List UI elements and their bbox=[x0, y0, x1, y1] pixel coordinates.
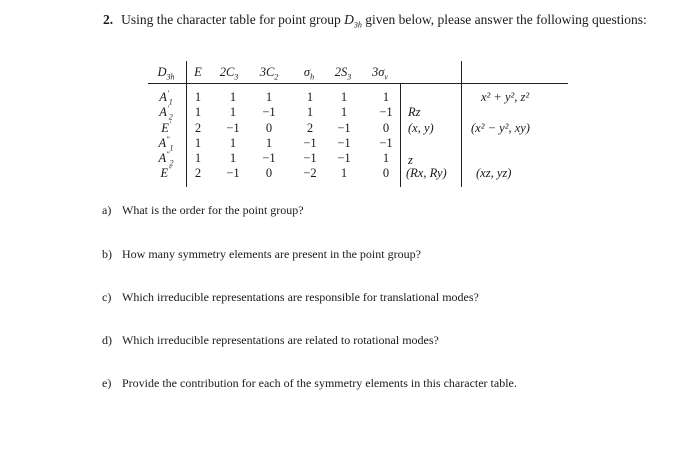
linear-cell: (x, y) bbox=[408, 121, 434, 135]
table-hline-header bbox=[148, 83, 568, 84]
char-cell: 2 bbox=[194, 166, 202, 180]
header-3c2: $3C_2$ bbox=[259, 65, 279, 82]
char-cell: 1 bbox=[382, 90, 390, 104]
linear-cell: (Rx, Ry) bbox=[406, 166, 447, 180]
char-cell: 0 bbox=[382, 166, 390, 180]
quadratic-cell: (xz, yz) bbox=[476, 166, 512, 180]
char-cell: −1 bbox=[262, 151, 276, 165]
question-e bbox=[102, 376, 517, 391]
irrep-label: $A'_2$ bbox=[159, 103, 173, 122]
question-label: d) bbox=[102, 333, 112, 347]
header-3sigma-v: $3\sigma_v$ bbox=[372, 65, 388, 82]
char-cell: 2 bbox=[306, 121, 314, 135]
question-heading bbox=[103, 12, 647, 28]
table-vline-linear bbox=[400, 83, 401, 187]
irrep-label: E″ bbox=[160, 164, 172, 180]
question-label: c) bbox=[102, 290, 112, 304]
char-cell: −1 bbox=[226, 166, 240, 180]
header-2c3: $2C_3$ bbox=[219, 65, 239, 82]
irrep-label: $A'_1$ bbox=[159, 88, 173, 107]
table-corner: $D_{3h}$ bbox=[157, 65, 175, 82]
question-label: e) bbox=[102, 376, 112, 390]
char-cell: 1 bbox=[340, 166, 348, 180]
char-cell: 0 bbox=[382, 121, 390, 135]
char-cell: 1 bbox=[194, 90, 202, 104]
question-label: b) bbox=[102, 247, 112, 261]
quadratic-cell: x² + y², z² bbox=[481, 90, 530, 104]
char-cell: 1 bbox=[306, 90, 314, 104]
char-cell: −1 bbox=[337, 136, 351, 150]
char-cell: −1 bbox=[379, 105, 393, 119]
char-cell: 1 bbox=[194, 136, 202, 150]
char-cell: −1 bbox=[226, 121, 240, 135]
irrep-label: E′ bbox=[161, 119, 171, 135]
table-vline-label bbox=[186, 61, 187, 187]
linear-cell: z bbox=[408, 153, 413, 167]
character-table bbox=[148, 61, 568, 187]
char-cell: −1 bbox=[303, 151, 317, 165]
question-text: How many symmetry elements are present in the point group? bbox=[122, 247, 421, 261]
char-cell: 1 bbox=[340, 90, 348, 104]
question-text: What is the order for the point group? bbox=[122, 203, 304, 217]
char-cell: 2 bbox=[194, 121, 202, 135]
char-cell: −2 bbox=[303, 166, 317, 180]
char-cell: 1 bbox=[382, 151, 390, 165]
heading-text-after: given below, please answer the following questions: bbox=[365, 12, 647, 27]
char-cell: 0 bbox=[265, 121, 273, 135]
question-text: Which irreducible representations are related to rotational modes? bbox=[122, 333, 439, 347]
question-text: Which irreducible representations are responsible for translational modes? bbox=[122, 290, 479, 304]
char-cell: −1 bbox=[337, 121, 351, 135]
linear-cell: Rz bbox=[408, 105, 421, 119]
header-e: E bbox=[194, 65, 202, 79]
question-text: Provide the contribution for each of the symmetry elements in this character table. bbox=[122, 376, 517, 390]
char-cell: 1 bbox=[265, 90, 273, 104]
heading-group: $D_{3h}$ bbox=[344, 12, 362, 30]
char-cell: −1 bbox=[337, 151, 351, 165]
char-cell: 1 bbox=[229, 90, 237, 104]
char-cell: 1 bbox=[229, 151, 237, 165]
question-a bbox=[102, 203, 304, 218]
question-c bbox=[102, 290, 479, 305]
irrep-label: $A''_1$ bbox=[158, 134, 174, 153]
char-cell: −1 bbox=[303, 136, 317, 150]
char-cell: 1 bbox=[229, 136, 237, 150]
char-cell: 1 bbox=[194, 151, 202, 165]
table-vline-quadratic bbox=[461, 61, 462, 187]
char-cell: 1 bbox=[340, 105, 348, 119]
char-cell: 1 bbox=[229, 105, 237, 119]
header-2s3: $2S_3$ bbox=[334, 65, 352, 82]
heading-text-before: Using the character table for point group bbox=[121, 12, 341, 27]
question-b bbox=[102, 247, 421, 262]
char-cell: −1 bbox=[379, 136, 393, 150]
quadratic-cell: (x² − y², xy) bbox=[471, 121, 530, 135]
char-cell: 1 bbox=[306, 105, 314, 119]
question-label: a) bbox=[102, 203, 112, 217]
char-cell: −1 bbox=[262, 105, 276, 119]
char-cell: 1 bbox=[194, 105, 202, 119]
question-d bbox=[102, 333, 439, 348]
question-number: 2. bbox=[103, 12, 114, 27]
char-cell: 1 bbox=[265, 136, 273, 150]
irrep-label: $A''_2$ bbox=[158, 149, 174, 168]
char-cell: 0 bbox=[265, 166, 273, 180]
header-sigma-h: $\sigma_h$ bbox=[303, 65, 315, 82]
